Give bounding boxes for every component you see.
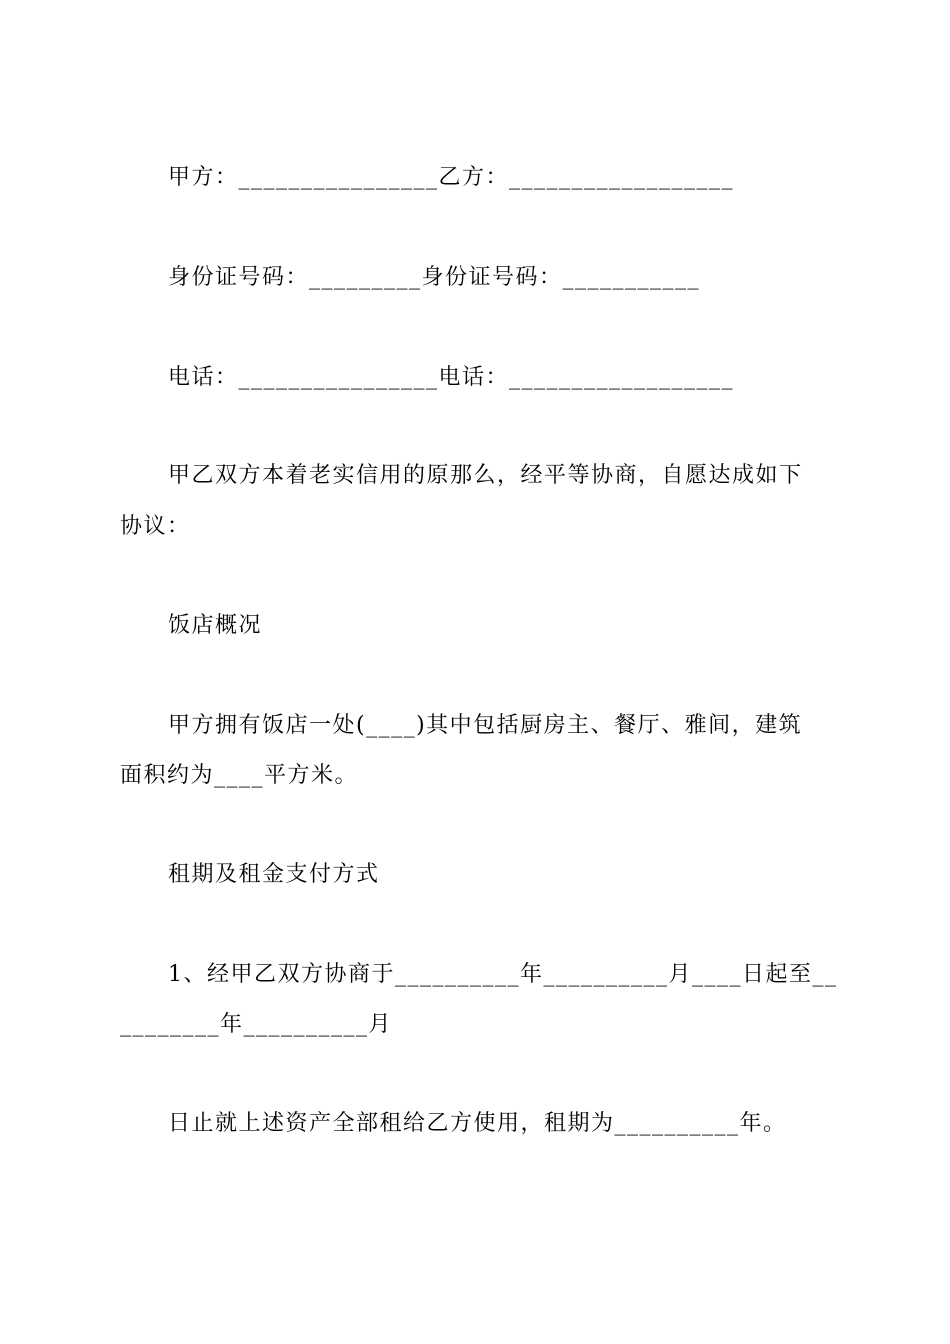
section-heading-overview: 饭店概况 <box>168 613 263 638</box>
id-number-line: 身份证号码：_________身份证号码：___________ <box>168 265 701 290</box>
lease-clause-2: 日止就上述资产全部租给乙方使用，租期为__________年。 <box>168 1111 787 1136</box>
overview-paragraph-line-1: 甲方拥有饭店一处(____)其中包括厨房主、餐厅、雅间，建筑 <box>168 713 803 738</box>
lease-clause-1-line-1: 1、经甲乙双方协商于__________年__________月____日起至__ <box>168 962 838 987</box>
phone-line: 电话：________________电话：__________________ <box>168 365 735 390</box>
intro-paragraph-line-1: 甲乙双方本着老实信用的原那么，经平等协商，自愿达成如下 <box>168 463 803 488</box>
intro-paragraph-line-2: 协议： <box>120 514 191 539</box>
overview-paragraph-line-2: 面积约为____平方米。 <box>120 763 359 788</box>
section-heading-lease: 租期及租金支付方式 <box>168 862 380 887</box>
party-names-line: 甲方：________________乙方：__________________ <box>168 165 735 190</box>
lease-clause-1-line-2: ________年__________月 <box>120 1012 393 1037</box>
